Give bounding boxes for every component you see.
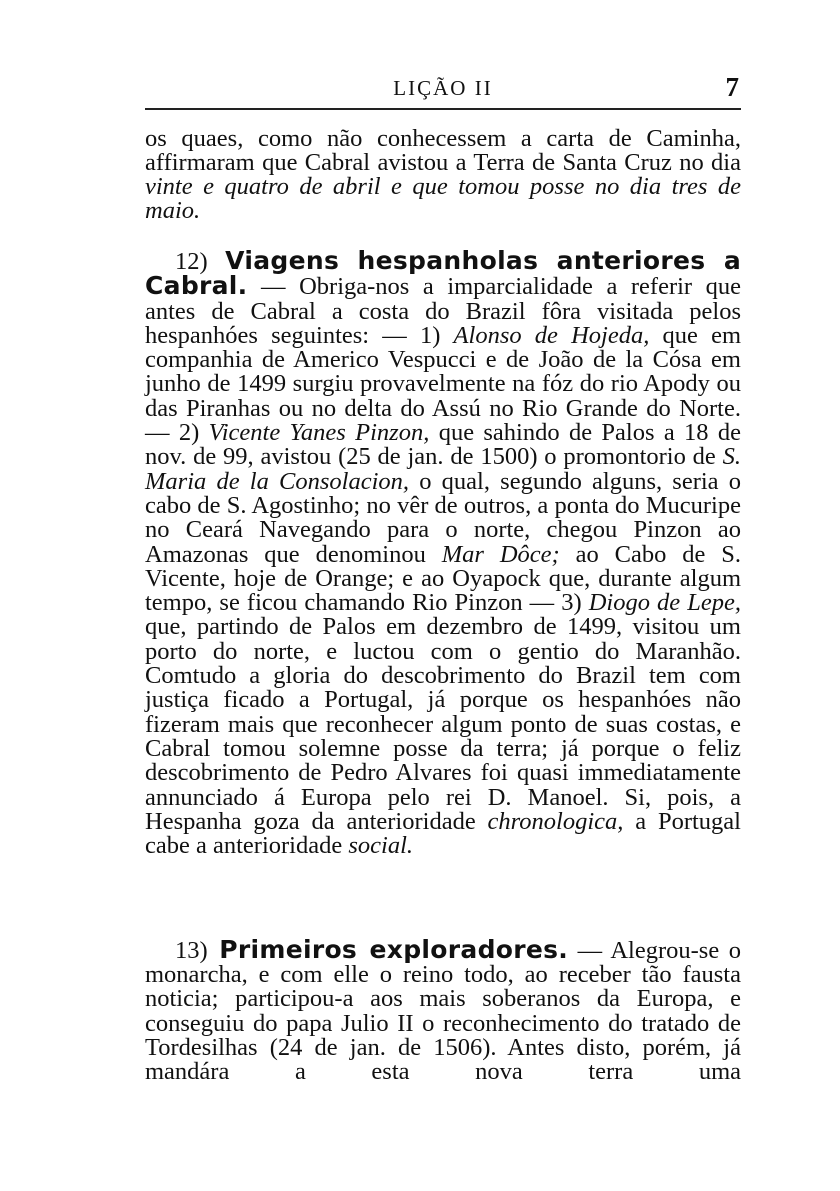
running-head: LIÇÃO II bbox=[393, 76, 493, 100]
italic-name: Vicente Yanes Pinzon, bbox=[208, 419, 430, 447]
italic-term: social. bbox=[348, 832, 414, 860]
paragraph-continuation bbox=[145, 127, 741, 223]
page-header bbox=[145, 74, 741, 110]
section-text: ao Cabo de S. Vicente, hoje de Orange; e ao Oyapock que, durante algum tempo, se ficou chamando Rio Pinzon — 3) bbox=[145, 540, 742, 617]
italic-name: S. Maria de la Consolacion, bbox=[145, 443, 741, 495]
section-text: a Portugal cabe a anterioridade bbox=[145, 807, 741, 860]
italic-name: Diogo de Lepe, bbox=[588, 589, 742, 617]
page-number: 7 bbox=[725, 72, 739, 102]
section-number: 13) bbox=[175, 937, 208, 964]
section-text: — Alegrou-se o monarcha, e com elle o reino todo, ao receber tão fausta noticia; participou-a aos mais soberanos da Europa, e conseguiu do papa Julio II o reconhecimento do tratado de Tordesilhas (24 de jan. de 1506). Antes disto, porém, já mandára a esta nova terra uma bbox=[145, 937, 742, 1086]
paragraph-text: os quaes, como não conhecessem a carta de Caminha, affirmaram que Cabral avistou a Terra de Santa Cruz no dia bbox=[145, 125, 741, 176]
section-number: 12) bbox=[175, 248, 208, 275]
section-text: o qual, segundo alguns, seria o cabo de S. Agostinho; no vêr de outros, a ponta do Mucuripe no Ceará Navegando para o norte, chegou Pinzon ao Amazonas que denominou bbox=[145, 467, 741, 568]
italic-term: chronologica, bbox=[487, 807, 624, 835]
section-text: que, partindo de Palos em dezembro de 1499, visitou um porto do norte, e luctou com o gentio do Maranhão. Comtudo a gloria do descobrimento do Brazil tem com justiça ficado a Portugal, já porque os hespanhóes não fizeram mais que reconhecer algum ponto de suas costas, e Cabral tomou solemne posse da terra; já porque o feliz descobrimento de Pedro Alvares foi quasi immediatamente annunciado á Europa pelo rei D. Manoel. Si, pois, a Hespanha goza da anterioridade bbox=[145, 613, 741, 835]
section-text: que sahindo de Palos a 18 de nov. de 99, avistou (25 de jan. de 1500) o promontorio de bbox=[145, 419, 741, 471]
section-12-paragraph bbox=[145, 246, 742, 860]
italic-phrase: vinte e quatro de abril e que tomou posse no dia tres de maio. bbox=[145, 173, 741, 224]
section-heading: Viagens hespanholas anteriores a Cabral. bbox=[145, 246, 741, 301]
italic-name: Mar Dôce; bbox=[441, 540, 560, 568]
section-heading: Primeiros exploradores. bbox=[219, 935, 569, 964]
section-text: que em companhia de Americo Vespucci e de João de la Cósa em junho de 1499 surgiu provavelmente na fóz do rio Apody ou das Piranhas ou no delta do Assú no Rio Grande do Norte. — 2) bbox=[145, 321, 742, 447]
section-13-paragraph bbox=[145, 935, 742, 1086]
italic-name: Alonso de Hojeda, bbox=[453, 321, 650, 349]
section-text: — Obriga-nos a imparcialidade a referir que antes de Cabral a costa do Brazil fôra visitada pelos hespanhóes seguintes: — 1) bbox=[145, 273, 741, 349]
